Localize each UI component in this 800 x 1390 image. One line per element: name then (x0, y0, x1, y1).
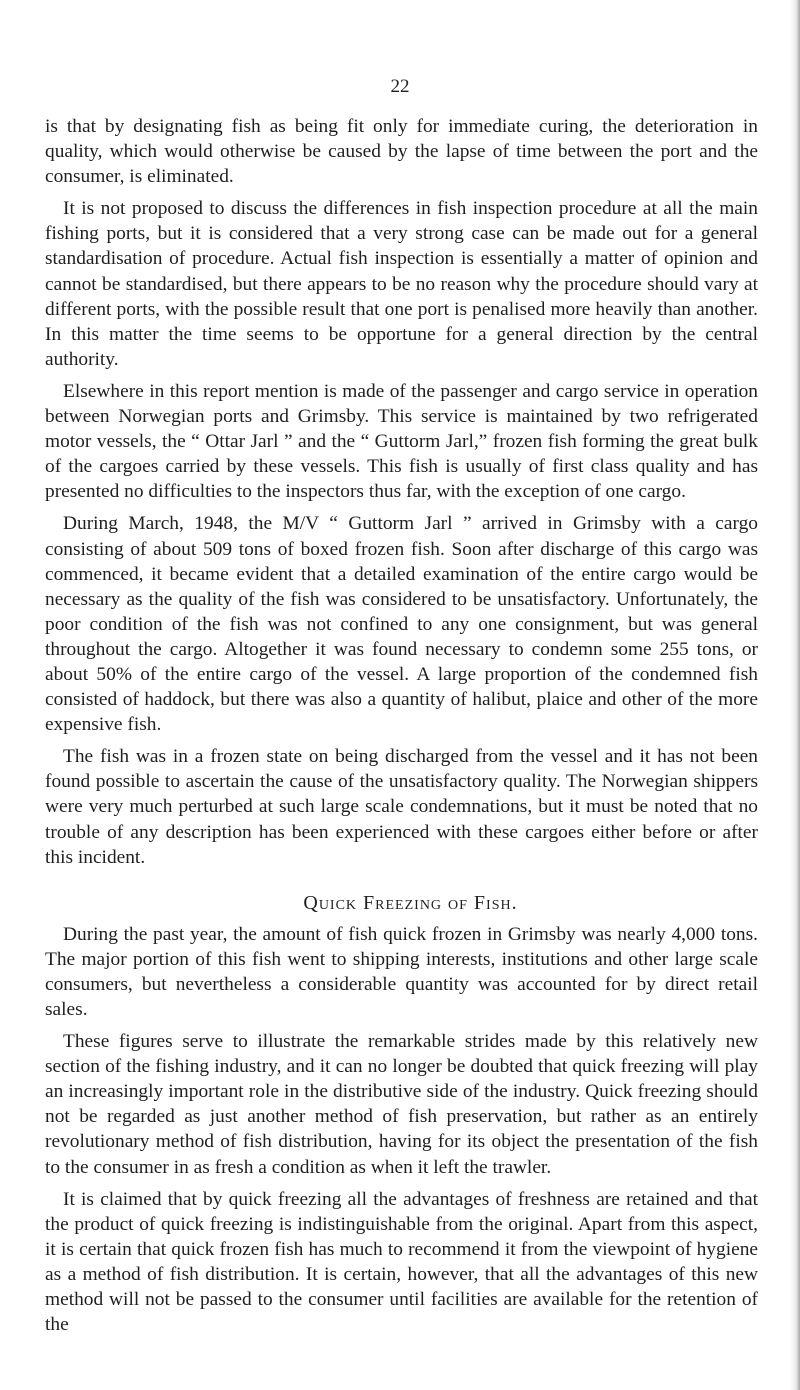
page-body (45, 114, 758, 1344)
paragraph-guttorm-jarl: During March, 1948, the M/V “ Guttorm Jarl ” arrived in Grimsby with a cargo consisting of about 509 tons of boxed frozen fish. Soon after discharge of this cargo was commenced, it became evident that a detailed examination of the entire cargo would be necessary as the quality of the fish was considered to be unsatisfactory. Unfortunately, the poor condition of the fish was not confined to any one consignment, but was general throughout the cargo. Altogether it was found necessary to condemn some 255 tons, or about 50% of the entire cargo of the vessel. A large proportion of the condemned fish consisted of haddock, but there was also a quantity of halibut, plaice and other of the more expensive fish. (45, 513, 758, 736)
paragraph-advantages: It is claimed that by quick freezing all the advantages of freshness are retained and that the product of quick freezing is indistinguishable from the original. Apart from this aspect, it is certain that quick frozen fish has much to recommend it from the viewpoint of hygiene as a method of fish distribution. It is certain, however, that all the advantages of this new method will not be passed to the consumer until facilities are available for the retention of the (45, 1188, 758, 1336)
section-heading: Quick Freezing of Fish. (303, 891, 518, 914)
paragraph-standardisation: It is not proposed to discuss the differences in fish inspection procedure at all the main fishing ports, but it is considered that a very strong case can be made out for a general standardisation of procedure. Actual fish inspection is essentially a matter of opinion and cannot be standardised, but there appears to be no reason why the procedure should vary at different ports, with the possible result that one port is penalised more heavily than another. In this matter the time seems to be opportune for a general direction by the central authority. (45, 198, 758, 370)
paragraph-cargo-service: Elsewhere in this report mention is made of the passenger and cargo service in operation between Norwegian ports and Grimsby. This service is maintained by two refrigerated motor vessels, the “ Ottar Jarl ” and the “ Guttorm Jarl,” frozen fish forming the great bulk of the cargoes carried by these vessels. This fish is usually of first class quality and has presented no difficulties to the inspectors thus far, with the exception of one cargo. (45, 380, 758, 503)
page-edge-shadow (790, 0, 800, 1390)
paragraph-remarkable-strides: These figures serve to illustrate the remarkable strides made by this relatively new section of the fishing industry, and it can no longer be doubted that quick freezing will play an increasingly important role in the distributive side of the industry. Quick freezing should not be regarded as just another method of fish preservation, but rather as an entirely revolutionary method of fish distribution, having for its object the presentation of the fish to the consumer in as fresh a condition as when it left the trawler. (45, 1031, 758, 1178)
paragraph-frozen-state: The fish was in a frozen state on being discharged from the vessel and it has not been found possible to ascertain the cause of the unsatisfactory quality. The Norwegian shippers were very much perturbed at such large scale condemnations, but it must be noted that no trouble of any description has been experienced with these cargoes either before or after this incident. (45, 746, 758, 868)
paragraph-continuation: is that by designating fish as being fit only for immediate curing, the deterioration in quality, which would otherwise be caused by the lapse of time between the port and the consumer, is eliminated. (45, 116, 758, 188)
paragraph-quick-frozen-amount: During the past year, the amount of fish quick frozen in Grimsby was nearly 4,000 tons. The major portion of this fish went to shipping interests, institutions and other large scale consumers, but nevertheless a considerable quantity was accounted for by direct retail sales. (45, 923, 758, 1020)
page-number: 22 (390, 76, 410, 97)
